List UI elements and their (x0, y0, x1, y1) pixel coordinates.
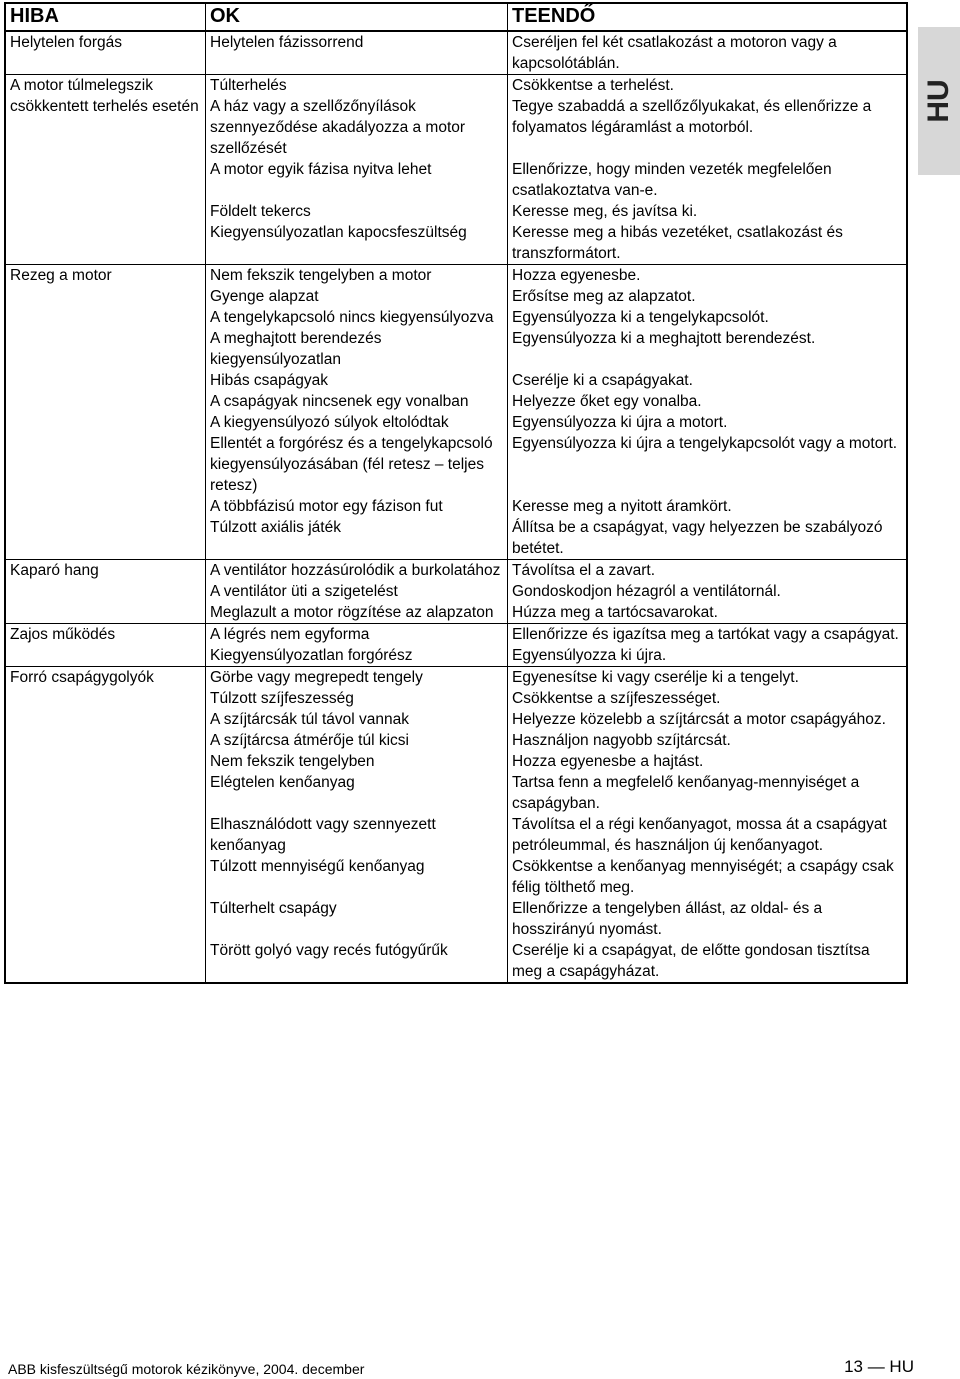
cause-cell: Túlzott mennyiségű kenőanyag (206, 856, 508, 898)
symptom-group (6, 75, 906, 265)
table-row (206, 730, 906, 751)
cause-cell: A motor egyik fázisa nyitva lehet (206, 159, 508, 201)
table-row (206, 751, 906, 772)
action-cell: Ellenőrizze a tengelyben állást, az oldal- és a hosszirányú nyomást. (512, 900, 823, 938)
cause-cell: A tengelykapcsoló nincs kiegyensúlyozva (206, 307, 508, 328)
footer-page-number: 13 — HU (844, 1357, 914, 1376)
table-row (206, 159, 906, 201)
action-cell: Cserélje ki a csapágyakat. (512, 372, 693, 389)
action-cell: Tegye szabaddá a szellőzőlyukakat, és ellenőrizze a folyamatos légáramlást a motorból. (512, 98, 872, 136)
table-row (206, 265, 906, 286)
table-row (206, 560, 906, 581)
action-cell: Tartsa fenn a megfelelő kenőanyag-mennyiséget a csapágyban. (512, 774, 860, 812)
table-row (206, 201, 906, 222)
cause-cell: Földelt tekercs (206, 201, 508, 222)
action-cell: Erősítse meg az alapzatot. (512, 288, 696, 305)
symptom-cell: Forró csapágygolyók (6, 667, 206, 982)
table-row (206, 517, 906, 559)
table-row (206, 32, 906, 74)
cause-action-list (206, 265, 906, 559)
symptom-group (6, 624, 906, 667)
table-body (6, 32, 906, 982)
cause-action-list (206, 32, 906, 74)
action-cell: Távolítsa el a zavart. (512, 562, 656, 579)
table-row (206, 645, 906, 666)
table-row (206, 222, 906, 264)
cause-cell: A ventilátor üti a szigetelést (206, 581, 508, 602)
symptom-cell: A motor túlmelegszik csökkentett terhelés esetén (6, 75, 206, 264)
cause-cell: Helytelen fázissorrend (206, 32, 508, 74)
table-row (206, 370, 906, 391)
action-cell: Csökkentse a terhelést. (512, 77, 674, 94)
action-cell: Ellenőrizze, hogy minden vezeték megfelelően csatlakoztatva van-e. (512, 161, 832, 199)
table-row (206, 412, 906, 433)
action-cell: Keresse meg, és javítsa ki. (512, 203, 698, 220)
footer-publication: ABB kisfeszültségű motorok kézikönyve, 2004. december (8, 1361, 365, 1377)
table-row (206, 709, 906, 730)
table-row (206, 898, 906, 940)
action-cell: Cserélje ki a csapágyat, de előtte gondosan tisztítsa meg a csapágyházat. (512, 942, 870, 980)
action-cell: Egyensúlyozza ki újra a motort. (512, 414, 728, 431)
action-cell: Csökkentse a szíjfeszességet. (512, 690, 721, 707)
cause-cell: Túlzott szíjfeszesség (206, 688, 508, 709)
symptom-cell: Zajos működés (6, 624, 206, 666)
action-cell: Állítsa be a csapágyat, vagy helyezzen be szabályozó betétet. (512, 519, 883, 557)
action-cell: Használjon nagyobb szíjtárcsát. (512, 732, 731, 749)
cause-cell: A ház vagy a szellőzőnyílások szennyeződése akadályozza a motor szellőzését (206, 96, 508, 159)
cause-cell: A szíjtárcsa átmérője túl kicsi (206, 730, 508, 751)
cause-action-list (206, 667, 906, 982)
table-row (206, 856, 906, 898)
table-row (206, 624, 906, 645)
action-cell: Hozza egyenesbe a hajtást. (512, 753, 704, 770)
table-row (206, 814, 906, 856)
cause-cell: A meghajtott berendezés kiegyensúlyozatlan (206, 328, 508, 370)
symptom-cell: Rezeg a motor (6, 265, 206, 559)
action-cell: Helyezze közelebb a szíjtárcsát a motor csapágyához. (512, 711, 886, 728)
cause-cell: Ellentét a forgórész és a tengelykapcsoló kiegyensúlyozásában (fél retesz – teljes retesz) (206, 433, 508, 496)
action-cell: Keresse meg a nyitott áramkört. (512, 498, 732, 515)
cause-action-list (206, 560, 906, 623)
table-row (206, 496, 906, 517)
symptom-group (6, 265, 906, 560)
cause-cell: Görbe vagy megrepedt tengely (206, 667, 508, 688)
action-cell: Ellenőrizze és igazítsa meg a tartókat vagy a csapágyat. (512, 626, 899, 643)
action-cell: Egyensúlyozza ki újra a tengelykapcsolót vagy a motort. (512, 435, 898, 452)
troubleshooting-table (4, 2, 908, 984)
action-cell: Keresse meg a hibás vezetéket, csatlakozást és transzformátort. (512, 224, 843, 262)
action-cell: Húzza meg a tartócsavarokat. (512, 604, 718, 621)
cause-cell: Törött golyó vagy recés futógyűrűk (206, 940, 508, 982)
cause-cell: A szíjtárcsák túl távol vannak (206, 709, 508, 730)
cause-cell: A csapágyak nincsenek egy vonalban (206, 391, 508, 412)
symptom-group (6, 667, 906, 982)
language-side-tab (918, 27, 960, 175)
action-cell: Hozza egyenesbe. (512, 267, 641, 284)
cause-cell: Túlterhelt csapágy (206, 898, 508, 940)
cause-cell: A légrés nem egyforma (206, 624, 508, 645)
table-row (206, 667, 906, 688)
cause-cell: Túlzott axiális játék (206, 517, 508, 559)
action-cell: Helyezze őket egy vonalba. (512, 393, 702, 410)
table-header-row (6, 4, 906, 32)
table-row (206, 96, 906, 159)
cause-cell: Meglazult a motor rögzítése az alapzaton (206, 602, 508, 623)
symptom-group (6, 32, 906, 75)
cause-action-list (206, 624, 906, 666)
header-teendo: TEENDŐ (512, 5, 596, 27)
symptom-cell: Kaparó hang (6, 560, 206, 623)
cause-cell: Elhasználódott vagy szennyezett kenőanyag (206, 814, 508, 856)
header-ok: OK (206, 4, 508, 30)
symptom-group (6, 560, 906, 624)
cause-cell: A többfázisú motor egy fázison fut (206, 496, 508, 517)
table-row (206, 307, 906, 328)
table-row (206, 75, 906, 96)
language-code: HU (922, 79, 955, 123)
cause-cell: Hibás csapágyak (206, 370, 508, 391)
cause-cell: Túlterhelés (206, 75, 508, 96)
action-cell: Egyensúlyozza ki a tengelykapcsolót. (512, 309, 769, 326)
table-row (206, 772, 906, 814)
table-row (206, 940, 906, 982)
cause-cell: Kiegyensúlyozatlan forgórész (206, 645, 508, 666)
cause-cell: Nem fekszik tengelyben a motor (206, 265, 508, 286)
table-row (206, 688, 906, 709)
cause-cell: A kiegyensúlyozó súlyok eltolódtak (206, 412, 508, 433)
table-row (206, 328, 906, 370)
action-cell: Távolítsa el a régi kenőanyagot, mossa át a csapágyat petróleummal, és használjon új kenőanyagot. (512, 816, 887, 854)
action-cell: Egyensúlyozza ki újra. (512, 647, 667, 664)
action-cell: Cseréljen fel két csatlakozást a motoron vagy a kapcsolótáblán. (512, 34, 837, 72)
action-cell: Egyenesítse ki vagy cserélje ki a tengelyt. (512, 669, 799, 686)
table-row (206, 433, 906, 496)
action-cell: Egyensúlyozza ki a meghajtott berendezést. (512, 330, 816, 347)
table-row (206, 391, 906, 412)
table-row (206, 581, 906, 602)
table-row (206, 286, 906, 307)
symptom-cell: Helytelen forgás (6, 32, 206, 74)
cause-action-list (206, 75, 906, 264)
header-hiba: HIBA (6, 4, 206, 30)
cause-cell: Elégtelen kenőanyag (206, 772, 508, 814)
cause-cell: Kiegyensúlyozatlan kapocsfeszültség (206, 222, 508, 264)
table-row (206, 602, 906, 623)
cause-cell: A ventilátor hozzásúrolódik a burkolatához (206, 560, 508, 581)
action-cell: Gondoskodjon hézagról a ventilátornál. (512, 583, 781, 600)
cause-cell: Gyenge alapzat (206, 286, 508, 307)
cause-cell: Nem fekszik tengelyben (206, 751, 508, 772)
action-cell: Csökkentse a kenőanyag mennyiségét; a csapágy csak félig tölthető meg. (512, 858, 894, 896)
